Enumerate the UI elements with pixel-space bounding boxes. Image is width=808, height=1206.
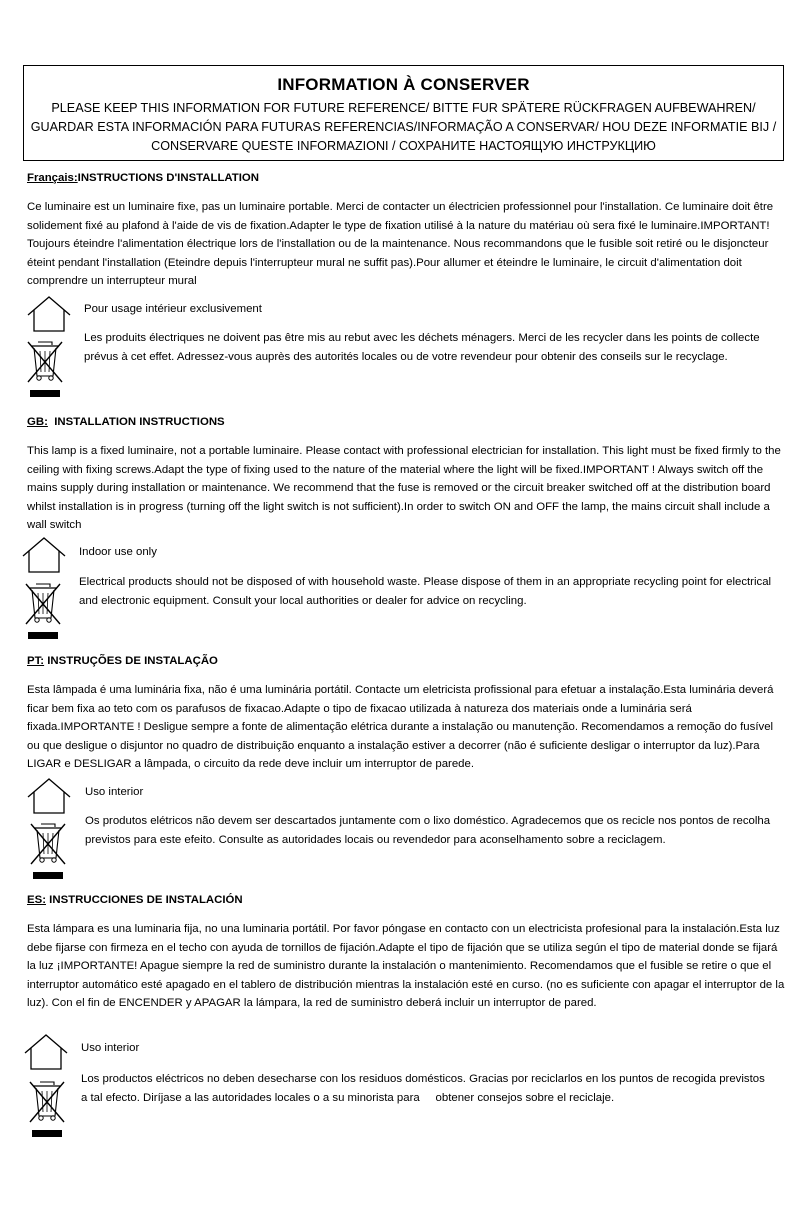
page-title: INFORMATION À CONSERVER	[277, 75, 530, 94]
crossed-bin-icon	[23, 578, 63, 640]
section-body: This lamp is a fixed luminaire, not a portable luminaire. Please contact with professional electrician for installation. This light must be fixed firmly to the ceiling with fixing screws.Adapt the type of fixing used to the nature of the material where the light will be fixed.IMPORTANT ! Always switch off the mains supply during installation or maintenance. We recommend that the fuse is removed or the circuit breaker switched off at the distribution board whilst installation is in progress (turning off the light switch is not sufficient).In order to switch ON and OFF the lamp, the mains circuit shall include a wall switch	[27, 445, 781, 532]
house-icon	[22, 1033, 70, 1071]
section-es	[27, 892, 787, 1013]
indoor-text: Uso interior	[81, 1042, 140, 1054]
page-subtitle: PLEASE KEEP THIS INFORMATION FOR FUTURE REFERENCE/ BITTE FUR SPÄTERE RÜCKFRAGEN AUFBEWAHREN/ GUARDAR ESTA INFORMACIÓN PARA FUTURAS REFERENCIAS/INFORMAÇÃO A CONSERVAR/ HOU DEZE INFORMATIE BIJ / CONSERVARE QUESTE INFORMAZIONI / СОХРАНИТЕ НАСТОЯЩУЮ ИНСТРУКЦИЮ	[30, 101, 777, 153]
crossed-bin-icon	[27, 1076, 67, 1138]
house-icon	[25, 777, 73, 815]
section-lang: Français:	[27, 172, 78, 184]
section-body: Ce luminaire est un luminaire fixe, pas un luminaire portable. Merci de contacter un électricien professionnel pour l'installation. Ce luminaire doit être solidement fixé au plafond à l'aide de vis de fixation.Adapter le type de fixation utilisé à la nature du matériau où sera fixé le luminaire.IMPORTANT! Toujours éteindre l'alimentation électrique lors de l'installation ou de la maintenance. Nous recommandons que le fusible soit retiré ou le disjoncteur éteint pendant l'installation (Eteindre depuis l'interrupteur mural ne suffit pas).Pour allumer et éteindre le luminaire, le circuit d'alimentation doit comprendre un interrupteur mural	[27, 201, 774, 288]
header-box	[23, 65, 784, 161]
crossed-bin-icon	[28, 818, 68, 880]
indoor-text: Indoor use only	[79, 546, 157, 558]
house-icon	[20, 536, 68, 574]
section-lang: GB:	[27, 416, 48, 428]
section-title	[27, 892, 787, 908]
section-body: Esta lâmpada é uma luminária fixa, não é uma luminária portátil. Contacte um eletricista profissional para efetuar a instalação.Esta luminária deverá ficar bem fixa ao teto com os parafusos de fixacao.Adapte o tipo de fixacao utilizada à natureza dos materiais onde a luminária será fixada.IMPORTANTE ! Desligue sempre a fonte de alimentação elétrica durante a instalação ou manutenção. Recomendamos a remoção do fusível ou que desligue o disjuntor no quadro de distribuição enquanto a instalação estiver a decorrer (não é suficiente desligar o interruptor da luz).Para LIGAR e DESLIGAR a lâmpada, o circuito da rede deve incluir um interruptor de parede.	[27, 684, 774, 771]
section-pt	[27, 653, 787, 774]
indoor-text: Uso interior	[85, 786, 144, 798]
recycle-text: Electrical products should not be disposed of with household waste. Please dispose of them in an appropriate recycling point for electrical and electronic equipment. Consult your local authorities or dealer for advice on recycling.	[79, 576, 772, 607]
section-heading: INSTRUCCIONES DE INSTALACIÓN	[49, 894, 243, 906]
recycle-text: Les produits électriques ne doivent pas être mis au rebut avec les déchets ménagers. Merci de les recycler dans les points de collecte prévus à cet effet. Adressez-vous auprès des autorités locales ou de votre revendeur pour obtenir des conseils sur le recyclage.	[84, 332, 760, 363]
section-title	[27, 653, 787, 669]
section-lang: ES:	[27, 894, 46, 906]
indoor-text: Pour usage intérieur exclusivement	[84, 303, 262, 315]
section-gb	[27, 414, 787, 535]
section-lang: PT:	[27, 655, 45, 667]
crossed-bin-icon	[25, 336, 65, 398]
recycle-text: Los productos eléctricos no deben desecharse con los residuos domésticos. Gracias por reciclarlos en los puntos de recogida previstos a tal efecto. Diríjase a las autoridades locales o a su minorista para obtener consejos sobre el reciclaje.	[81, 1073, 768, 1104]
section-heading: INSTRUCTIONS D'INSTALLATION	[77, 172, 260, 184]
section-fr	[27, 170, 787, 291]
section-title	[27, 170, 787, 186]
section-title	[27, 414, 787, 430]
section-heading: INSTALLATION INSTRUCTIONS	[54, 416, 225, 428]
house-icon	[25, 295, 73, 333]
section-heading: INSTRUÇÕES DE INSTALAÇÃO	[47, 655, 218, 667]
section-body: Esta lámpara es una luminaria fija, no una luminaria portátil. Por favor póngase en contacto con un electricista profesional para la instalación.Esta luz debe fijarse con firmeza en el techo con ayuda de tornillos de fijación.Adapte el tipo de fijación que se utiliza según el tipo de material donde se fijará la luz ¡IMPORTANTE! Apague siempre la red de suministro durante la instalación o mantenimiento. Recomendamos que el fusible se retire o que el interruptor automático esté apagado en el tablero de distribución mientras la instalación esté en curso. (no es suficiente con apagar el interruptor de la luz). Con el fin de ENCENDER y APAGAR la lámpara, la red de suministro deberá incluir un interruptor de pared.	[27, 923, 785, 1010]
recycle-text: Os produtos elétricos não devem ser descartados juntamente com o lixo doméstico. Agradecemos que os recicle nos pontos de recolha previstos para este efeito. Consulte as autoridades locais ou revendedor para aconselhamento sobre a reciclagem.	[85, 815, 771, 846]
